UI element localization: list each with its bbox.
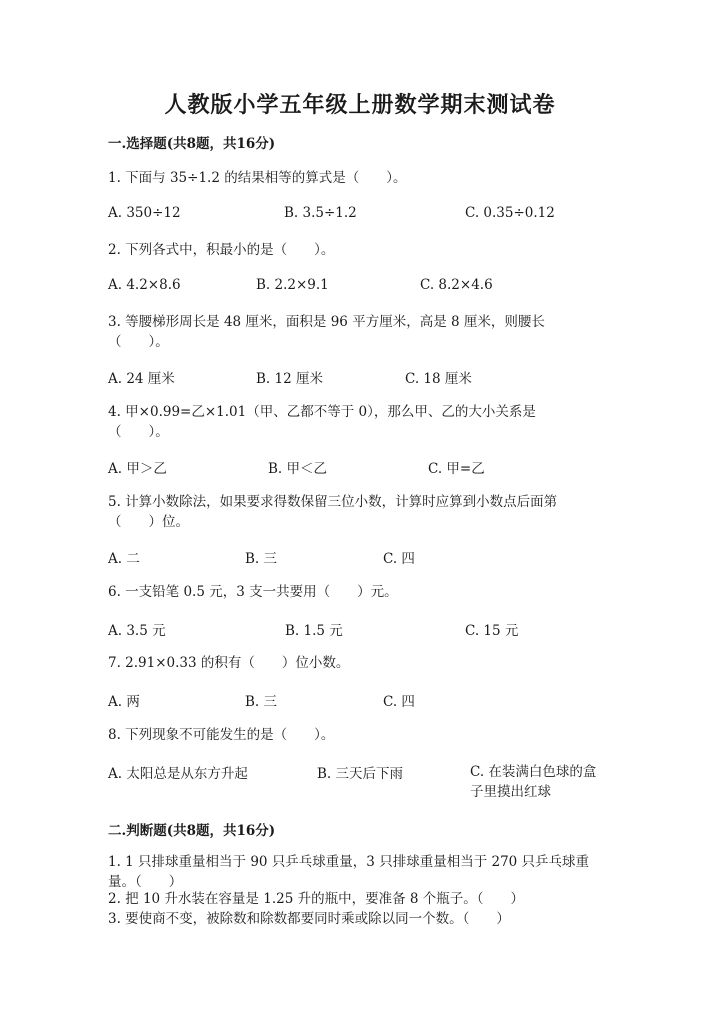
option-a: A. 两 <box>108 694 140 710</box>
option-a: A. 3.5 元 <box>108 623 166 639</box>
option-b: B. 1.5 元 <box>285 623 343 639</box>
question-7: 7. 2.91×0.33 的积有（ ）位小数。 <box>108 655 350 671</box>
question-2: 2. 下列各式中，积最小的是（ ）。 <box>108 242 335 258</box>
options-3 <box>108 367 628 387</box>
option-b: B. 12 厘米 <box>256 371 323 387</box>
question-1: 1. 下面与 35÷1.2 的结果相等的算式是（ ）。 <box>108 170 407 186</box>
option-c: C. 四 <box>383 551 415 567</box>
page-title: 人教版小学五年级上册数学期末测试卷 <box>164 92 556 118</box>
options-7 <box>108 690 628 710</box>
options-5 <box>108 547 628 567</box>
section-heading-judgement: 二.判断题(共8题，共16分) <box>108 823 276 839</box>
judgement-question-3: 3. 要使商不变，被除数和除数都要同时乘或除以同一个数。（ ） <box>108 911 510 927</box>
question-5: 5. 计算小数除法，如果要求得数保留三位小数，计算时应算到小数点后面第（ ）位。 <box>108 494 558 530</box>
option-c: C. 18 厘米 <box>405 371 472 387</box>
question-6: 6. 一支铅笔 0.5 元，3 支一共要用（ ）元。 <box>108 584 398 600</box>
option-c: C. 在装满白色球的盒子里摸出红球 <box>470 764 597 800</box>
option-c: C. 0.35÷0.12 <box>465 205 555 221</box>
question-8: 8. 下列现象不可能发生的是（ ）。 <box>108 727 335 743</box>
options-4 <box>108 457 628 477</box>
section-heading-choice: 一.选择题(共8题，共16分) <box>108 136 276 152</box>
question-3: 3. 等腰梯形周长是 48 厘米，面积是 96 平方厘米，高是 8 厘米，则腰长（ ）。 <box>108 314 545 350</box>
option-c: C. 四 <box>383 694 415 710</box>
option-a: A. 甲＞乙 <box>108 461 167 477</box>
option-a: A. 24 厘米 <box>108 371 175 387</box>
option-b: B. 甲＜乙 <box>268 461 328 477</box>
option-b: B. 三 <box>245 551 278 567</box>
options-6 <box>108 619 628 639</box>
option-a: A. 二 <box>108 551 140 567</box>
options-1 <box>108 205 628 225</box>
options-8 <box>108 762 628 802</box>
option-b: B. 2.2×9.1 <box>256 277 329 293</box>
option-b: B. 3.5÷1.2 <box>284 205 357 221</box>
option-c: C. 甲=乙 <box>428 461 485 477</box>
option-b: B. 三天后下雨 <box>317 766 404 782</box>
options-2 <box>108 277 628 297</box>
option-b: B. 三 <box>245 694 278 710</box>
option-c: C. 15 元 <box>465 623 519 639</box>
judgement-question-2: 2. 把 10 升水装在容量是 1.25 升的瓶中，要准备 8 个瓶子。（ ） <box>108 891 524 907</box>
option-a: A. 350÷12 <box>108 205 181 221</box>
option-a: A. 4.2×8.6 <box>108 277 181 293</box>
option-c: C. 8.2×4.6 <box>420 277 493 293</box>
judgement-question-1: 1. 1 只排球重量相当于 90 只乒乓球重量，3 只排球重量相当于 270 只乒乓球重量。（ ） <box>108 854 590 890</box>
option-a: A. 太阳总是从东方升起 <box>108 766 248 782</box>
question-4: 4. 甲×0.99=乙×1.01（甲、乙都不等于 0），那么甲、乙的大小关系是（ ）。 <box>108 404 536 440</box>
